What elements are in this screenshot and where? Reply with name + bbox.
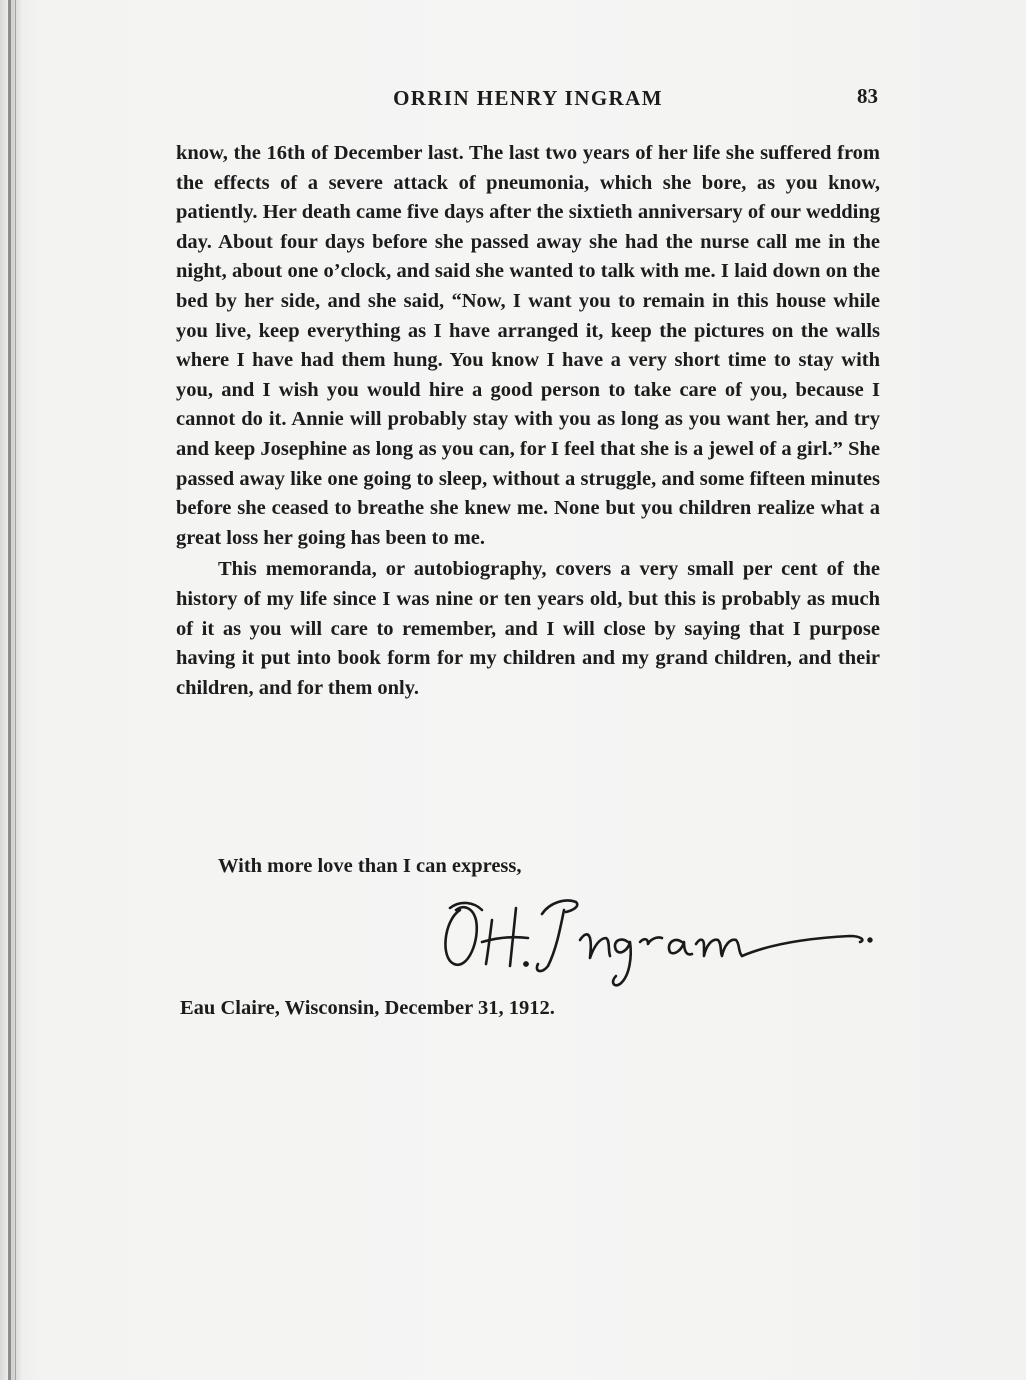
page-binding-edge bbox=[0, 0, 22, 1380]
page-number: 83 bbox=[857, 84, 878, 108]
running-head-title: ORRIN HENRY INGRAM bbox=[393, 86, 663, 110]
running-head bbox=[176, 84, 880, 114]
paragraph-2: This memoranda, or autobiography, covers a very small per cent of the history of my life since I was nine or ten years old, but this is probably as much of it as you will care to remember, and I will close by saying that I purpose having it put into book form for my children and my grand children, and their children, and for them only. bbox=[176, 558, 880, 699]
binding-line bbox=[8, 0, 11, 1380]
handwritten-signature bbox=[430, 880, 890, 990]
dateline: Eau Claire, Wisconsin, December 31, 1912. bbox=[180, 997, 555, 1019]
closing-salutation: With more love than I can express, bbox=[218, 855, 522, 877]
paragraph-1: know, the 16th of December last. The last two years of her life she suffered from the effects of a severe attack of pneumonia, which she bore, as you know, patiently. Her death came five days after the sixtieth anniversary of our wedding day. About four days before she passed away she had the nurse call me in the night, about one o’clock, and said she wanted to talk with me. I laid down on the bed by her side, and she said, “Now, I want you to remain in this house while you live, keep everything as I have arranged it, keep the pictures on the walls where I have had them hung. You know I have a very short time to stay with you, and I wish you would hire a good person to take care of you, because I cannot do it. Annie will probably stay with you as long as you want her, and try and keep Josephine as long as you can, for I feel that she is a jewel of a girl.” She passed away like one going to sleep, without a struggle, and some fifteen minutes before she ceased to breathe she knew me. None but you children realize what a great loss her going has been to me. bbox=[176, 142, 880, 549]
body-text bbox=[176, 139, 880, 703]
binding-line-inner bbox=[15, 0, 16, 1380]
